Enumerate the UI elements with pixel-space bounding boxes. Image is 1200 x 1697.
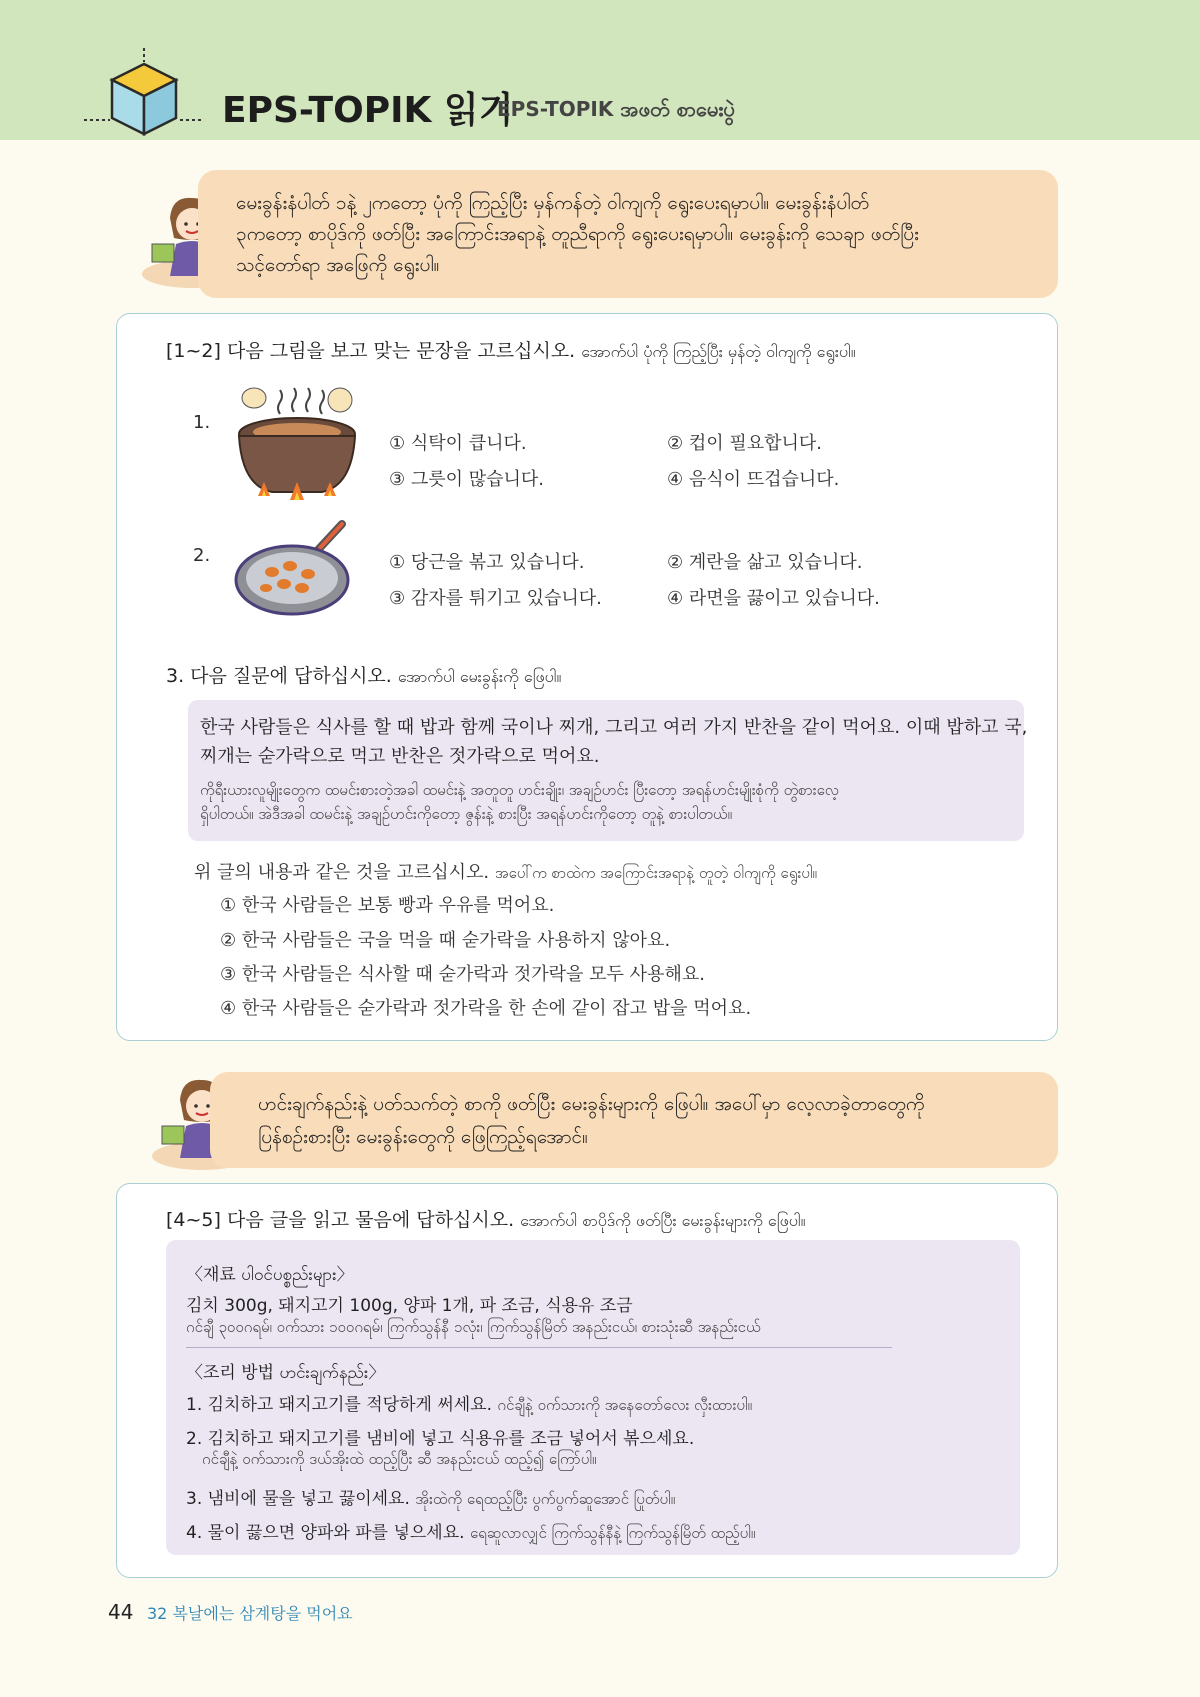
method-header: 〈조리 방법 ဟင်းချက်နည်း〉	[186, 1363, 386, 1383]
q3-passage-ko: 한국 사람들은 식사를 할 때 밥과 함께 국이나 찌개, 그리고 여러 가지 반찬을 같이 먹어요. 이때 밥하고 국,	[200, 717, 1028, 738]
ingredients-ko: 김치 300g, 돼지고기 100g, 양파 1개, 파 조금, 식용유 조금	[186, 1296, 633, 1316]
intro1-line: သင့်တော်ရာ အဖြေကို ရွေးပါ။	[236, 254, 440, 276]
intro2-line: ပြန်စဉ်းစားပြီး မေးခွန်းတွေကို ဖြေကြည့်ရအောင်။	[258, 1126, 588, 1148]
q3-passage-box	[188, 700, 1028, 841]
q2-option-1[interactable]: ① 당근을 볶고 있습니다.	[389, 552, 585, 573]
ingredients-header: 〈재료 ပါဝင်ပစ္စည်းများ〉	[186, 1265, 354, 1285]
pot-icon	[232, 378, 362, 514]
cube-icon	[84, 48, 204, 138]
step-3-my: အိုးထဲကို ရေထည့်ပြီး ပွက်ပွက်ဆူအောင် ပြုတ်ပါ။	[415, 1490, 676, 1508]
q1-option-4[interactable]: ④ 음식이 뜨겁습니다.	[667, 469, 840, 490]
q3-question-ko: 위 글의 내용과 같은 것을 고르십시오.	[194, 862, 490, 883]
intro1-line: ၃ကတော့ စာပိုဒ်ကို ဖတ်ပြီး အကြောင်းအရာနဲ့ တူညီရာကို ရွေးပေးရမှာပါ။ မေးခွန်းကို သေချာ ဖတ်ပြီး	[236, 223, 919, 245]
q3-option-3[interactable]: ③ 한국 사람들은 식사할 때 숟가락과 젓가락을 모두 사용해요.	[220, 964, 705, 985]
q2-option-3[interactable]: ③ 감자를 튀기고 있습니다.	[389, 588, 602, 609]
pan-icon	[232, 518, 362, 622]
section2-instruction-ko: [4~5] 다음 글을 읽고 물음에 답하십시오.	[166, 1209, 515, 1231]
intro1-line: မေးခွန်းနံပါတ် ၁နဲ့ ၂ကတော့ ပုံကို ကြည့်ပြီး မှန်ကန်တဲ့ ဝါကျကို ရွေးပေးရမှာပါ။ မေးခွန်းနံပါတ်	[236, 192, 870, 214]
q1-option-2[interactable]: ② 컵이 필요합니다.	[667, 433, 823, 454]
section2-instruction	[166, 1205, 805, 1234]
recipe-step-4	[186, 1518, 755, 1546]
q1-option-3[interactable]: ③ 그릇이 많습니다.	[389, 469, 545, 490]
step-1-my: ဂင်ချီနဲ့ ဝက်သားကို အနေတော်လေး လှီးထားပါ။	[497, 1396, 753, 1414]
recipe-step-2: 2. 김치하고 돼지고기를 냄비에 넣고 식용유를 조금 넣어서 볶으세요.	[186, 1429, 695, 1449]
q3-title-ko: 3. 다음 질문에 답하십시오.	[166, 665, 392, 687]
q3-option-1[interactable]: ① 한국 사람들은 보통 빵과 우유를 먹어요.	[220, 895, 555, 916]
intro-speech-2	[210, 1072, 1058, 1168]
recipe-box	[166, 1240, 1020, 1555]
question-2-number: 2.	[193, 545, 211, 566]
intro2-line: ဟင်းချက်နည်းနဲ့ ပတ်သက်တဲ့ စာကို ဖတ်ပြီး မေးခွန်းများကို ဖြေပါ။ အပေါ်မှာ လေ့လာခဲ့တာတွေကို	[258, 1093, 925, 1115]
section1-instruction	[166, 336, 856, 365]
section1-instruction-my: အောက်ပါ ပုံကို ကြည့်ပြီး မှန်တဲ့ ဝါကျကို ရွေးပါ။	[581, 342, 856, 361]
q3-passage-my: ကိုရီးယားလူမျိုးတွေက ထမင်းစားတဲ့အခါ ထမင်းနဲ့ အတူတူ ဟင်းချိုး၊ အချဉ်ဟင်း ပြီးတော့ အရန်ဟင်းမျိုးစုံကို တွဲစားလေ့	[200, 781, 839, 799]
q3-question-my: အပေါ်က စာထဲက အကြောင်းအရာနဲ့ တူတဲ့ ဝါကျကို ရွေးပါ။	[494, 864, 817, 882]
step-1-ko: 1. 김치하고 돼지고기를 적당하게 써세요.	[186, 1395, 492, 1415]
ingredients-my: ဂင်ချီ ၃၀၀ဂရမ်၊ ဝက်သား ၁၀၀ဂရမ်၊ ကြက်သွန်နီ ၁လုံး၊ ကြက်သွန်မြိတ် အနည်းငယ်၊ စားသုံးဆီ အနည်းငယ်	[186, 1318, 761, 1336]
question-1-number: 1.	[193, 412, 211, 433]
question-3-title	[166, 661, 561, 690]
intro-speech-1	[198, 170, 1058, 298]
q2-option-4[interactable]: ④ 라면을 끓이고 있습니다.	[667, 588, 880, 609]
q3-title-my: အောက်ပါ မေးခွန်းကို ဖြေပါ။	[397, 667, 562, 686]
page-title: EPS-TOPIK 읽기	[222, 90, 514, 131]
q2-option-2[interactable]: ② 계란을 삶고 있습니다.	[667, 552, 863, 573]
section1-instruction-ko: [1~2] 다음 그림을 보고 맞는 문장을 고르십시오.	[166, 340, 576, 362]
q3-passage-my: ရှိပါတယ်။ အဲဒီအခါ ထမင်းနဲ့ အချဉ်ဟင်းကိုတော့ ဇွန်းနဲ့ စားပြီး အရန်ဟင်းကိုတော့ တူနဲ့ စားပါတယ်။	[200, 805, 733, 823]
page-number: 44	[108, 1600, 134, 1624]
q3-passage-ko: 찌개는 숟가락으로 먹고 반찬은 젓가락으로 먹어요.	[200, 746, 600, 767]
q3-question	[194, 858, 817, 886]
step-3-ko: 3. 냄비에 물을 넣고 끓이세요.	[186, 1489, 410, 1509]
recipe-step-3	[186, 1484, 675, 1512]
q3-option-4[interactable]: ④ 한국 사람들은 숟가락과 젓가락을 한 손에 같이 잡고 밥을 먹어요.	[220, 998, 752, 1019]
section2-instruction-my: အောက်ပါ စာပိုဒ်ကို ဖတ်ပြီး မေးခွန်းများကို ဖြေပါ။	[520, 1211, 806, 1230]
q3-option-2[interactable]: ② 한국 사람들은 국을 먹을 때 숟가락을 사용하지 않아요.	[220, 930, 671, 951]
step-2-my: ဂင်ချီနဲ့ ဝက်သားကို ဒယ်အိုးထဲ ထည့်ပြီး ဆီ အနည်းငယ် ထည့်၍ ကြော်ပါ။	[202, 1450, 597, 1468]
step-4-my: ရေဆူလာလျှင် ကြက်သွန်နီနဲ့ ကြက်သွန်မြိတ် ထည့်ပါ။	[469, 1524, 756, 1542]
chapter-title[interactable]: 32 복날에는 삼계탕을 먹어요	[147, 1604, 353, 1623]
recipe-divider	[186, 1347, 892, 1348]
recipe-step-1	[186, 1390, 752, 1418]
q1-option-1[interactable]: ① 식탁이 큽니다.	[389, 433, 527, 454]
step-4-ko: 4. 물이 끓으면 양파와 파를 넣으세요.	[186, 1523, 465, 1543]
page-subtitle: EPS-TOPIK အဖတ် စာမေးပွဲ	[497, 97, 735, 121]
